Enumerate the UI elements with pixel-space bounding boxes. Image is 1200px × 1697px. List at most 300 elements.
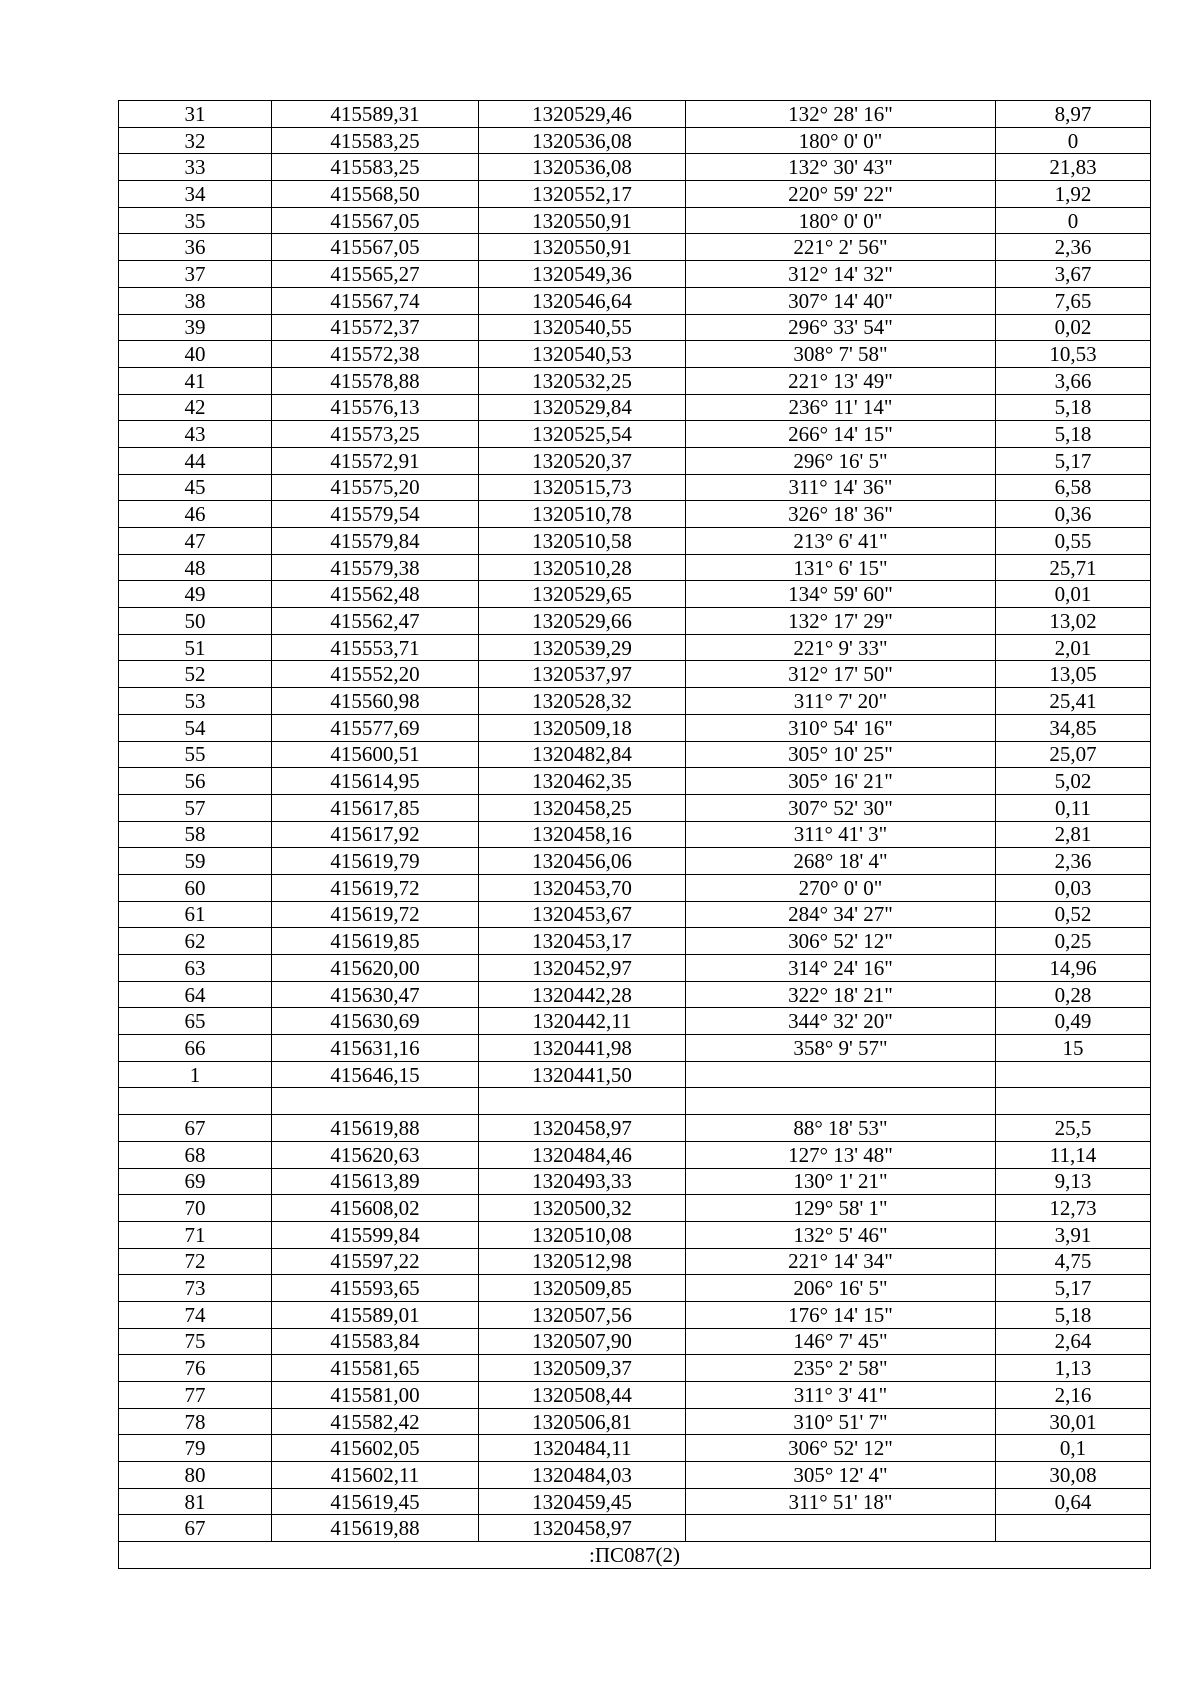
distance-cell: 13,02 xyxy=(996,608,1151,635)
table-row xyxy=(119,101,1151,128)
table-row xyxy=(119,341,1151,368)
x-coordinate-cell: 415602,05 xyxy=(272,1435,479,1462)
x-coordinate-cell: 415619,45 xyxy=(272,1488,479,1515)
table-row xyxy=(119,1382,1151,1409)
distance-cell: 2,36 xyxy=(996,234,1151,261)
point-number-cell: 37 xyxy=(119,261,272,288)
point-number-cell: 73 xyxy=(119,1275,272,1302)
x-coordinate-cell: 415600,51 xyxy=(272,741,479,768)
table-row xyxy=(119,581,1151,608)
table-row xyxy=(119,154,1151,181)
y-coordinate-cell: 1320549,36 xyxy=(479,261,686,288)
point-number-cell: 69 xyxy=(119,1168,272,1195)
y-coordinate-cell: 1320484,11 xyxy=(479,1435,686,1462)
bearing-cell xyxy=(686,1088,996,1115)
x-coordinate-cell: 415608,02 xyxy=(272,1195,479,1222)
bearing-cell: 307° 14' 40" xyxy=(686,287,996,314)
x-coordinate-cell: 415581,65 xyxy=(272,1355,479,1382)
bearing-cell: 221° 2' 56" xyxy=(686,234,996,261)
bearing-cell: 306° 52' 12" xyxy=(686,928,996,955)
table-row xyxy=(119,394,1151,421)
bearing-cell: 344° 32' 20" xyxy=(686,1008,996,1035)
table-row xyxy=(119,1115,1151,1142)
bearing-cell: 221° 14' 34" xyxy=(686,1248,996,1275)
x-coordinate-cell: 415567,74 xyxy=(272,287,479,314)
x-coordinate-cell xyxy=(272,1088,479,1115)
y-coordinate-cell: 1320550,91 xyxy=(479,207,686,234)
distance-cell: 7,65 xyxy=(996,287,1151,314)
table-row xyxy=(119,421,1151,448)
bearing-cell: 206° 16' 5" xyxy=(686,1275,996,1302)
distance-cell: 25,07 xyxy=(996,741,1151,768)
table-row xyxy=(119,1008,1151,1035)
bearing-cell xyxy=(686,1515,996,1542)
table-footer-row xyxy=(119,1542,1151,1569)
y-coordinate-cell: 1320484,03 xyxy=(479,1462,686,1489)
distance-cell: 0,49 xyxy=(996,1008,1151,1035)
distance-cell xyxy=(996,1088,1151,1115)
bearing-cell: 88° 18' 53" xyxy=(686,1115,996,1142)
x-coordinate-cell: 415619,88 xyxy=(272,1115,479,1142)
x-coordinate-cell: 415567,05 xyxy=(272,234,479,261)
y-coordinate-cell: 1320459,45 xyxy=(479,1488,686,1515)
y-coordinate-cell: 1320458,97 xyxy=(479,1115,686,1142)
bearing-cell: 236° 11' 14" xyxy=(686,394,996,421)
point-number-cell: 67 xyxy=(119,1115,272,1142)
table-row xyxy=(119,688,1151,715)
distance-cell: 6,58 xyxy=(996,474,1151,501)
bearing-cell: 266° 14' 15" xyxy=(686,421,996,448)
point-number-cell: 48 xyxy=(119,554,272,581)
x-coordinate-cell: 415620,63 xyxy=(272,1141,479,1168)
table-row xyxy=(119,1275,1151,1302)
y-coordinate-cell: 1320510,58 xyxy=(479,528,686,555)
point-number-cell: 81 xyxy=(119,1488,272,1515)
bearing-cell: 296° 33' 54" xyxy=(686,314,996,341)
y-coordinate-cell: 1320536,08 xyxy=(479,127,686,154)
x-coordinate-cell: 415619,79 xyxy=(272,848,479,875)
point-number-cell: 57 xyxy=(119,794,272,821)
table-row xyxy=(119,634,1151,661)
bearing-cell: 310° 54' 16" xyxy=(686,714,996,741)
table-row xyxy=(119,181,1151,208)
point-number-cell: 51 xyxy=(119,634,272,661)
x-coordinate-cell: 415617,92 xyxy=(272,821,479,848)
y-coordinate-cell: 1320506,81 xyxy=(479,1408,686,1435)
x-coordinate-cell: 415568,50 xyxy=(272,181,479,208)
y-coordinate-cell: 1320552,17 xyxy=(479,181,686,208)
x-coordinate-cell: 415581,00 xyxy=(272,1382,479,1409)
y-coordinate-cell: 1320441,50 xyxy=(479,1061,686,1088)
point-number-cell: 32 xyxy=(119,127,272,154)
bearing-cell: 132° 30' 43" xyxy=(686,154,996,181)
table-row xyxy=(119,955,1151,982)
point-number-cell: 58 xyxy=(119,821,272,848)
x-coordinate-cell: 415599,84 xyxy=(272,1221,479,1248)
point-number-cell: 50 xyxy=(119,608,272,635)
bearing-cell: 131° 6' 15" xyxy=(686,554,996,581)
x-coordinate-cell: 415579,38 xyxy=(272,554,479,581)
point-number-cell: 42 xyxy=(119,394,272,421)
point-number-cell: 77 xyxy=(119,1382,272,1409)
x-coordinate-cell: 415631,16 xyxy=(272,1035,479,1062)
y-coordinate-cell: 1320510,08 xyxy=(479,1221,686,1248)
distance-cell: 12,73 xyxy=(996,1195,1151,1222)
x-coordinate-cell: 415583,25 xyxy=(272,154,479,181)
distance-cell: 5,17 xyxy=(996,447,1151,474)
point-number-cell: 65 xyxy=(119,1008,272,1035)
coordinates-table-body xyxy=(119,101,1151,1542)
bearing-cell: 311° 3' 41" xyxy=(686,1382,996,1409)
table-row xyxy=(119,901,1151,928)
y-coordinate-cell: 1320453,67 xyxy=(479,901,686,928)
point-number-cell: 34 xyxy=(119,181,272,208)
bearing-cell: 305° 16' 21" xyxy=(686,768,996,795)
table-row xyxy=(119,928,1151,955)
distance-cell: 0,55 xyxy=(996,528,1151,555)
distance-cell: 0 xyxy=(996,207,1151,234)
distance-cell: 3,91 xyxy=(996,1221,1151,1248)
y-coordinate-cell: 1320482,84 xyxy=(479,741,686,768)
distance-cell: 14,96 xyxy=(996,955,1151,982)
table-row xyxy=(119,1248,1151,1275)
distance-cell: 5,02 xyxy=(996,768,1151,795)
x-coordinate-cell: 415630,69 xyxy=(272,1008,479,1035)
y-coordinate-cell: 1320532,25 xyxy=(479,367,686,394)
table-row xyxy=(119,821,1151,848)
y-coordinate-cell: 1320546,64 xyxy=(479,287,686,314)
distance-cell: 0,28 xyxy=(996,981,1151,1008)
distance-cell: 5,17 xyxy=(996,1275,1151,1302)
point-number-cell: 61 xyxy=(119,901,272,928)
table-row xyxy=(119,1515,1151,1542)
x-coordinate-cell: 415576,13 xyxy=(272,394,479,421)
x-coordinate-cell: 415619,88 xyxy=(272,1515,479,1542)
point-number-cell xyxy=(119,1088,272,1115)
bearing-cell: 284° 34' 27" xyxy=(686,901,996,928)
point-number-cell: 54 xyxy=(119,714,272,741)
x-coordinate-cell: 415619,72 xyxy=(272,874,479,901)
y-coordinate-cell: 1320550,91 xyxy=(479,234,686,261)
point-number-cell: 56 xyxy=(119,768,272,795)
table-row xyxy=(119,261,1151,288)
distance-cell: 25,71 xyxy=(996,554,1151,581)
y-coordinate-cell: 1320509,18 xyxy=(479,714,686,741)
bearing-cell: 305° 10' 25" xyxy=(686,741,996,768)
distance-cell: 5,18 xyxy=(996,394,1151,421)
distance-cell: 34,85 xyxy=(996,714,1151,741)
point-number-cell: 64 xyxy=(119,981,272,1008)
distance-cell: 5,18 xyxy=(996,421,1151,448)
point-number-cell: 75 xyxy=(119,1328,272,1355)
x-coordinate-cell: 415589,31 xyxy=(272,101,479,128)
bearing-cell xyxy=(686,1061,996,1088)
x-coordinate-cell: 415565,27 xyxy=(272,261,479,288)
x-coordinate-cell: 415614,95 xyxy=(272,768,479,795)
x-coordinate-cell: 415572,37 xyxy=(272,314,479,341)
y-coordinate-cell: 1320507,56 xyxy=(479,1301,686,1328)
x-coordinate-cell: 415602,11 xyxy=(272,1462,479,1489)
y-coordinate-cell: 1320484,46 xyxy=(479,1141,686,1168)
table-row xyxy=(119,1328,1151,1355)
point-number-cell: 79 xyxy=(119,1435,272,1462)
point-number-cell: 80 xyxy=(119,1462,272,1489)
point-number-cell: 43 xyxy=(119,421,272,448)
x-coordinate-cell: 415617,85 xyxy=(272,794,479,821)
distance-cell: 2,01 xyxy=(996,634,1151,661)
point-number-cell: 67 xyxy=(119,1515,272,1542)
x-coordinate-cell: 415560,98 xyxy=(272,688,479,715)
x-coordinate-cell: 415567,05 xyxy=(272,207,479,234)
bearing-cell: 129° 58' 1" xyxy=(686,1195,996,1222)
table-row xyxy=(119,314,1151,341)
table-row xyxy=(119,1301,1151,1328)
y-coordinate-cell: 1320537,97 xyxy=(479,661,686,688)
y-coordinate-cell: 1320525,54 xyxy=(479,421,686,448)
bearing-cell: 307° 52' 30" xyxy=(686,794,996,821)
y-coordinate-cell: 1320453,17 xyxy=(479,928,686,955)
bearing-cell: 311° 7' 20" xyxy=(686,688,996,715)
bearing-cell: 268° 18' 4" xyxy=(686,848,996,875)
table-row xyxy=(119,1462,1151,1489)
y-coordinate-cell: 1320458,25 xyxy=(479,794,686,821)
y-coordinate-cell: 1320510,28 xyxy=(479,554,686,581)
point-number-cell: 44 xyxy=(119,447,272,474)
bearing-cell: 305° 12' 4" xyxy=(686,1462,996,1489)
table-row xyxy=(119,1061,1151,1088)
bearing-cell: 134° 59' 60" xyxy=(686,581,996,608)
distance-cell: 3,66 xyxy=(996,367,1151,394)
distance-cell: 0,64 xyxy=(996,1488,1151,1515)
table-row xyxy=(119,554,1151,581)
point-number-cell: 53 xyxy=(119,688,272,715)
point-number-cell: 39 xyxy=(119,314,272,341)
y-coordinate-cell: 1320452,97 xyxy=(479,955,686,982)
bearing-cell: 358° 9' 57" xyxy=(686,1035,996,1062)
x-coordinate-cell: 415619,72 xyxy=(272,901,479,928)
point-number-cell: 36 xyxy=(119,234,272,261)
y-coordinate-cell xyxy=(479,1088,686,1115)
table-row xyxy=(119,207,1151,234)
table-row xyxy=(119,608,1151,635)
distance-cell: 10,53 xyxy=(996,341,1151,368)
bearing-cell: 130° 1' 21" xyxy=(686,1168,996,1195)
y-coordinate-cell: 1320529,46 xyxy=(479,101,686,128)
distance-cell: 0,1 xyxy=(996,1435,1151,1462)
y-coordinate-cell: 1320509,37 xyxy=(479,1355,686,1382)
distance-cell: 0,03 xyxy=(996,874,1151,901)
y-coordinate-cell: 1320529,66 xyxy=(479,608,686,635)
x-coordinate-cell: 415582,42 xyxy=(272,1408,479,1435)
x-coordinate-cell: 415579,54 xyxy=(272,501,479,528)
distance-cell: 1,92 xyxy=(996,181,1151,208)
bearing-cell: 270° 0' 0" xyxy=(686,874,996,901)
table-row xyxy=(119,1408,1151,1435)
x-coordinate-cell: 415575,20 xyxy=(272,474,479,501)
coordinates-document xyxy=(118,100,1150,1569)
bearing-cell: 146° 7' 45" xyxy=(686,1328,996,1355)
point-number-cell: 74 xyxy=(119,1301,272,1328)
point-number-cell: 76 xyxy=(119,1355,272,1382)
bearing-cell: 314° 24' 16" xyxy=(686,955,996,982)
distance-cell xyxy=(996,1061,1151,1088)
bearing-cell: 308° 7' 58" xyxy=(686,341,996,368)
point-number-cell: 33 xyxy=(119,154,272,181)
bearing-cell: 132° 5' 46" xyxy=(686,1221,996,1248)
table-row xyxy=(119,768,1151,795)
y-coordinate-cell: 1320462,35 xyxy=(479,768,686,795)
y-coordinate-cell: 1320529,65 xyxy=(479,581,686,608)
x-coordinate-cell: 415613,89 xyxy=(272,1168,479,1195)
table-row xyxy=(119,528,1151,555)
point-number-cell: 52 xyxy=(119,661,272,688)
y-coordinate-cell: 1320458,16 xyxy=(479,821,686,848)
table-row xyxy=(119,234,1151,261)
bearing-cell: 220° 59' 22" xyxy=(686,181,996,208)
bearing-cell: 311° 14' 36" xyxy=(686,474,996,501)
x-coordinate-cell: 415577,69 xyxy=(272,714,479,741)
distance-cell: 8,97 xyxy=(996,101,1151,128)
table-row xyxy=(119,127,1151,154)
x-coordinate-cell: 415572,91 xyxy=(272,447,479,474)
y-coordinate-cell: 1320508,44 xyxy=(479,1382,686,1409)
distance-cell: 2,36 xyxy=(996,848,1151,875)
distance-cell: 0,52 xyxy=(996,901,1151,928)
point-number-cell: 68 xyxy=(119,1141,272,1168)
table-row xyxy=(119,501,1151,528)
bearing-cell: 132° 28' 16" xyxy=(686,101,996,128)
table-row xyxy=(119,848,1151,875)
x-coordinate-cell: 415562,47 xyxy=(272,608,479,635)
y-coordinate-cell: 1320510,78 xyxy=(479,501,686,528)
distance-cell: 5,18 xyxy=(996,1301,1151,1328)
point-number-cell: 46 xyxy=(119,501,272,528)
y-coordinate-cell: 1320500,32 xyxy=(479,1195,686,1222)
distance-cell: 30,08 xyxy=(996,1462,1151,1489)
y-coordinate-cell: 1320540,55 xyxy=(479,314,686,341)
bearing-cell: 312° 14' 32" xyxy=(686,261,996,288)
point-number-cell: 55 xyxy=(119,741,272,768)
table-row xyxy=(119,1141,1151,1168)
table-row xyxy=(119,981,1151,1008)
y-coordinate-cell: 1320456,06 xyxy=(479,848,686,875)
y-coordinate-cell: 1320540,53 xyxy=(479,341,686,368)
table-row xyxy=(119,1355,1151,1382)
x-coordinate-cell: 415630,47 xyxy=(272,981,479,1008)
y-coordinate-cell: 1320442,28 xyxy=(479,981,686,1008)
x-coordinate-cell: 415553,71 xyxy=(272,634,479,661)
distance-cell: 0,25 xyxy=(996,928,1151,955)
table-row xyxy=(119,367,1151,394)
point-number-cell: 70 xyxy=(119,1195,272,1222)
bearing-cell: 221° 13' 49" xyxy=(686,367,996,394)
point-number-cell: 41 xyxy=(119,367,272,394)
table-row xyxy=(119,1435,1151,1462)
distance-cell: 21,83 xyxy=(996,154,1151,181)
distance-cell: 3,67 xyxy=(996,261,1151,288)
distance-cell: 2,64 xyxy=(996,1328,1151,1355)
table-row xyxy=(119,287,1151,314)
point-number-cell: 47 xyxy=(119,528,272,555)
point-number-cell: 1 xyxy=(119,1061,272,1088)
x-coordinate-cell: 415620,00 xyxy=(272,955,479,982)
distance-cell: 0 xyxy=(996,127,1151,154)
bearing-cell: 235° 2' 58" xyxy=(686,1355,996,1382)
table-row xyxy=(119,1221,1151,1248)
table-row xyxy=(119,794,1151,821)
point-number-cell: 60 xyxy=(119,874,272,901)
distance-cell: 0,36 xyxy=(996,501,1151,528)
table-row xyxy=(119,661,1151,688)
x-coordinate-cell: 415583,25 xyxy=(272,127,479,154)
distance-cell: 1,13 xyxy=(996,1355,1151,1382)
x-coordinate-cell: 415552,20 xyxy=(272,661,479,688)
distance-cell: 2,16 xyxy=(996,1382,1151,1409)
table-row xyxy=(119,741,1151,768)
bearing-cell: 176° 14' 15" xyxy=(686,1301,996,1328)
bearing-cell: 322° 18' 21" xyxy=(686,981,996,1008)
x-coordinate-cell: 415562,48 xyxy=(272,581,479,608)
distance-cell: 0,11 xyxy=(996,794,1151,821)
x-coordinate-cell: 415646,15 xyxy=(272,1061,479,1088)
table-row xyxy=(119,1168,1151,1195)
distance-cell: 11,14 xyxy=(996,1141,1151,1168)
parcel-code-label: :ПС087(2) xyxy=(119,1542,1151,1569)
y-coordinate-cell: 1320442,11 xyxy=(479,1008,686,1035)
point-number-cell: 78 xyxy=(119,1408,272,1435)
x-coordinate-cell: 415579,84 xyxy=(272,528,479,555)
bearing-cell: 306° 52' 12" xyxy=(686,1435,996,1462)
point-number-cell: 40 xyxy=(119,341,272,368)
bearing-cell: 311° 41' 3" xyxy=(686,821,996,848)
distance-cell: 15 xyxy=(996,1035,1151,1062)
distance-cell: 9,13 xyxy=(996,1168,1151,1195)
x-coordinate-cell: 415578,88 xyxy=(272,367,479,394)
x-coordinate-cell: 415597,22 xyxy=(272,1248,479,1275)
bearing-cell: 180° 0' 0" xyxy=(686,207,996,234)
y-coordinate-cell: 1320509,85 xyxy=(479,1275,686,1302)
y-coordinate-cell: 1320458,97 xyxy=(479,1515,686,1542)
point-number-cell: 38 xyxy=(119,287,272,314)
point-number-cell: 63 xyxy=(119,955,272,982)
y-coordinate-cell: 1320493,33 xyxy=(479,1168,686,1195)
bearing-cell: 311° 51' 18" xyxy=(686,1488,996,1515)
y-coordinate-cell: 1320512,98 xyxy=(479,1248,686,1275)
point-number-cell: 35 xyxy=(119,207,272,234)
x-coordinate-cell: 415619,85 xyxy=(272,928,479,955)
table-row xyxy=(119,874,1151,901)
y-coordinate-cell: 1320539,29 xyxy=(479,634,686,661)
bearing-cell: 127° 13' 48" xyxy=(686,1141,996,1168)
point-number-cell: 59 xyxy=(119,848,272,875)
x-coordinate-cell: 415573,25 xyxy=(272,421,479,448)
x-coordinate-cell: 415583,84 xyxy=(272,1328,479,1355)
table-row xyxy=(119,474,1151,501)
bearing-cell: 312° 17' 50" xyxy=(686,661,996,688)
y-coordinate-cell: 1320528,32 xyxy=(479,688,686,715)
y-coordinate-cell: 1320515,73 xyxy=(479,474,686,501)
bearing-cell: 221° 9' 33" xyxy=(686,634,996,661)
distance-cell: 25,41 xyxy=(996,688,1151,715)
table-row xyxy=(119,1195,1151,1222)
distance-cell: 0,02 xyxy=(996,314,1151,341)
point-number-cell: 49 xyxy=(119,581,272,608)
distance-cell: 4,75 xyxy=(996,1248,1151,1275)
distance-cell: 13,05 xyxy=(996,661,1151,688)
distance-cell: 2,81 xyxy=(996,821,1151,848)
bearing-cell: 296° 16' 5" xyxy=(686,447,996,474)
y-coordinate-cell: 1320520,37 xyxy=(479,447,686,474)
